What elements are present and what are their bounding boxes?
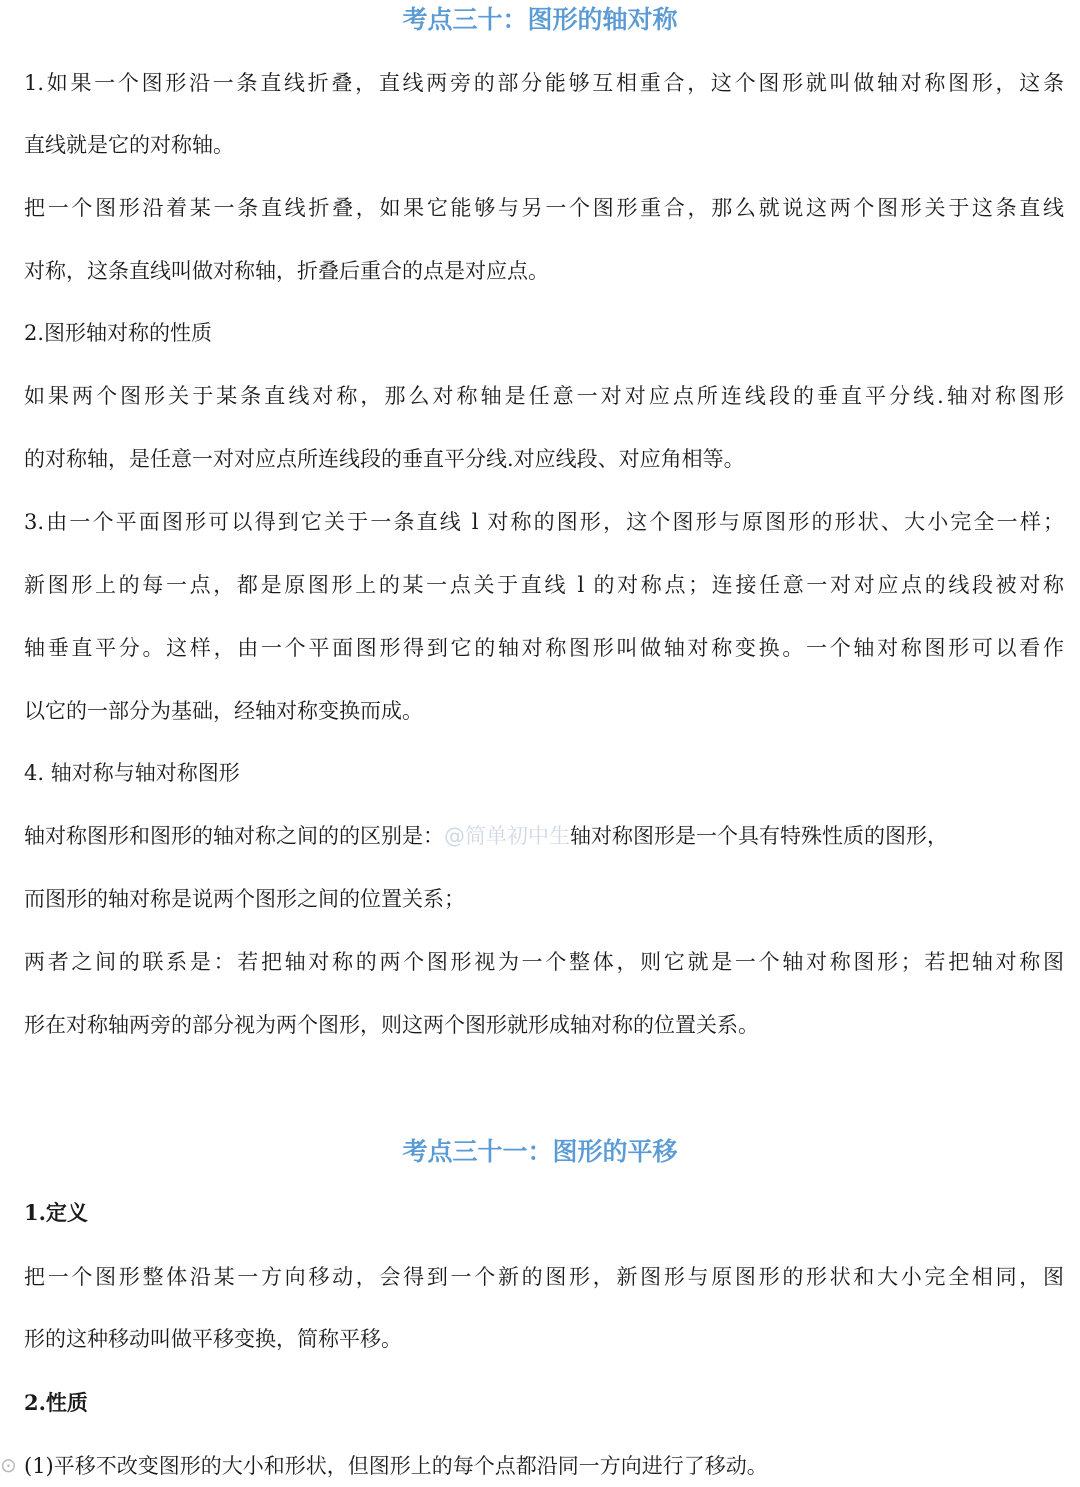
section-30-paragraph-4-line-1: 3.由一个平面图形可以得到它关于一条直线 l 对称的图形，这个图形与原图形的形状、大小完全一样； — [24, 510, 1064, 534]
section-30-paragraph-6-line-1: 两者之间的联系是：若把轴对称的两个图形视为一个整体，则它就是一个轴对称图形；若把轴对称图 — [24, 950, 1064, 974]
section-30-title: 考点三十：图形的轴对称 — [402, 5, 678, 34]
watermark-text: @简单初中生 — [444, 824, 570, 848]
section-30-paragraph-4-line-2: 新图形上的每一点，都是原图形上的某一点关于直线 l 的对称点；连接任意一对对应点的线段被对称 — [24, 573, 1064, 597]
section-30-subheading-2: 2.图形轴对称的性质 — [24, 321, 213, 345]
section-30-paragraph-2-line-2: 对称，这条直线叫做对称轴，折叠后重合的点是对应点。 — [24, 259, 549, 283]
section-30-subheading-4: 4. 轴对称与轴对称图形 — [24, 761, 240, 785]
section-30-paragraph-3-line-2: 的对称轴，是任意一对对应点所连线段的垂直平分线.对应线段、对应角相等。 — [24, 447, 745, 471]
section-31-title: 考点三十一：图形的平移 — [402, 1137, 678, 1166]
section-30-paragraph-5-line-1 — [24, 821, 1064, 851]
section-31-paragraph-1-line-2: 形的这种移动叫做平移变换，简称平移。 — [24, 1327, 402, 1351]
section-30-paragraph-2-line-1: 把一个图形沿着某一条直线折叠，如果它能够与另一个图形重合，那么就说这两个图形关于这条直线 — [24, 196, 1064, 220]
difference-text-continued: 轴对称图形是一个具有特殊性质的图形， — [570, 824, 948, 848]
section-30-paragraph-1-line-2: 直线就是它的对称轴。 — [24, 133, 234, 157]
section-30-paragraph-4-line-4: 以它的一部分为基础，经轴对称变换而成。 — [24, 699, 423, 723]
corner-watermark-icon: ⊙ — [0, 1453, 17, 1477]
section-30-paragraph-1-line-1: 1.如果一个图形沿一条直线折叠，直线两旁的部分能够互相重合，这个图形就叫做轴对称图形，这条 — [24, 71, 1064, 95]
section-31-subheading-1: 1.定义 — [24, 1200, 88, 1225]
section-30-paragraph-5-line-2: 而图形的轴对称是说两个图形之间的位置关系； — [24, 887, 465, 911]
section-31-paragraph-1-line-1: 把一个图形整体沿某一方向移动，会得到一个新的图形，新图形与原图形的形状和大小完全相同，图 — [24, 1265, 1064, 1289]
section-30-paragraph-4-line-3: 轴垂直平分。这样，由一个平面图形得到它的轴对称图形叫做轴对称变换。一个轴对称图形可以看作 — [24, 636, 1064, 660]
section-30-paragraph-3-line-1: 如果两个图形关于某条直线对称，那么对称轴是任意一对对应点所连线段的垂直平分线.轴对称图形 — [24, 384, 1064, 408]
section-31-paragraph-2-line-1: (1)平移不改变图形的大小和形状，但图形上的每个点都沿同一方向进行了移动。 — [24, 1454, 768, 1478]
section-30-paragraph-6-line-2: 形在对称轴两旁的部分视为两个图形，则这两个图形就形成轴对称的位置关系。 — [24, 1013, 759, 1037]
section-31-subheading-2: 2.性质 — [24, 1390, 88, 1415]
difference-text: 轴对称图形和图形的轴对称之间的的区别是： — [24, 824, 444, 848]
